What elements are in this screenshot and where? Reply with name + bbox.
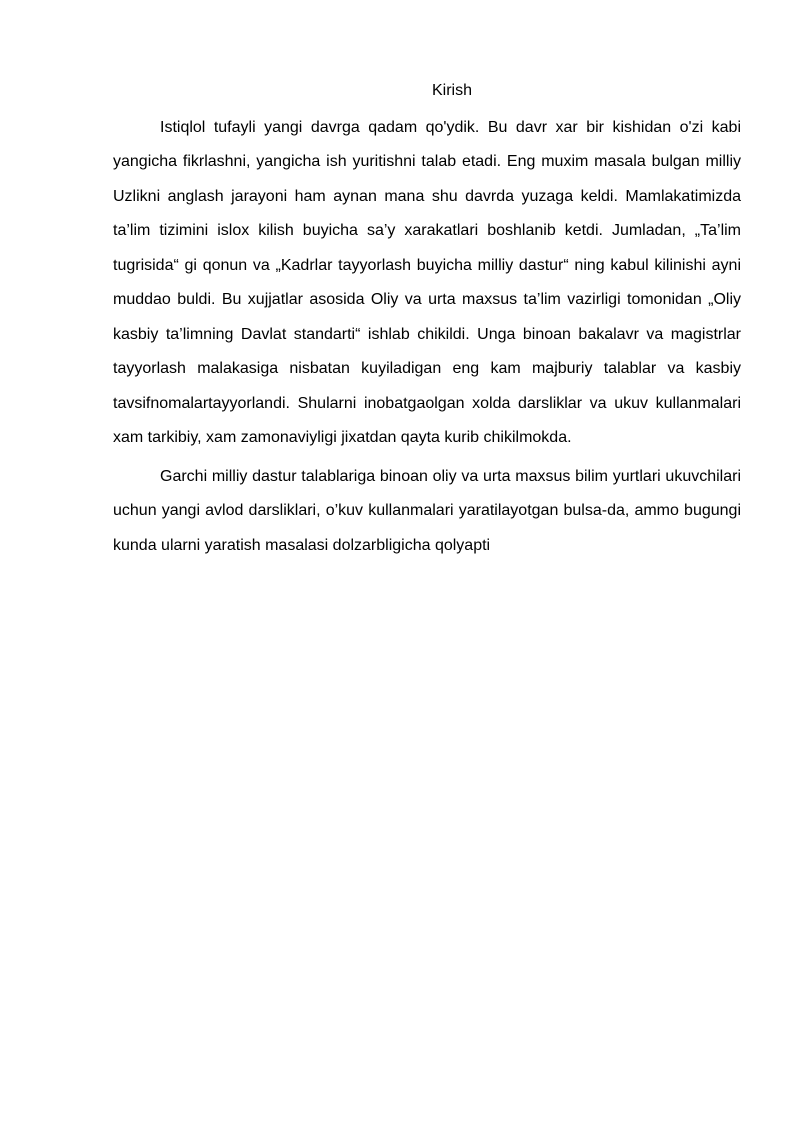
paragraph-2: Garchi milliy dastur talablariga binoan oliy va urta maxsus bilim yurtlari ukuvchilari uchun yangi avlod darsliklari, o’kuv kullanmalari yaratilayotgan bulsa-da, ammo bugungi kunda ularni yaratish masalasi dolzarbligicha qolyapti <box>113 467 741 554</box>
document-title: Kirish <box>431 82 472 99</box>
document-body <box>113 74 741 567</box>
paragraph-1: Istiqlol tufayli yangi davrga qadam qo'ydik. Bu davr xar bir kishidan o'zi kabi yangicha fikrlashni, yangicha ish yuritishni talab etadi. Eng muxim masala bulgan milliy Uzlikni anglash jarayoni ham aynan mana shu davrda yuzaga keldi. Mamlakatimizda ta’lim tizimini islox kilish buyicha sa’y xarakatlari boshlanib ketdi. Jumladan, „Ta’lim tugrisida“ gi qonun va „Kadrlar tayyorlash buyicha milliy dastur“ ning kabul kilinishi ayni muddao buldi. Bu xujjatlar asosida Oliy va urta maxsus ta’lim vazirligi tomonidan „Oliy kasbiy ta’limning Davlat standarti“ ishlab chikildi. Unga binoan bakalavr va magistrlar tayyorlash malakasiga nisbatan kuyiladigan eng kam majburiy talablar va kasbiy tavsifnomalartayyorlandi. Shularni inobatgaolgan xolda darsliklar va ukuv kullanmalari xam tarkibiy, xam zamonaviyligi jixatdan qayta kurib chikilmokda. <box>113 118 741 446</box>
